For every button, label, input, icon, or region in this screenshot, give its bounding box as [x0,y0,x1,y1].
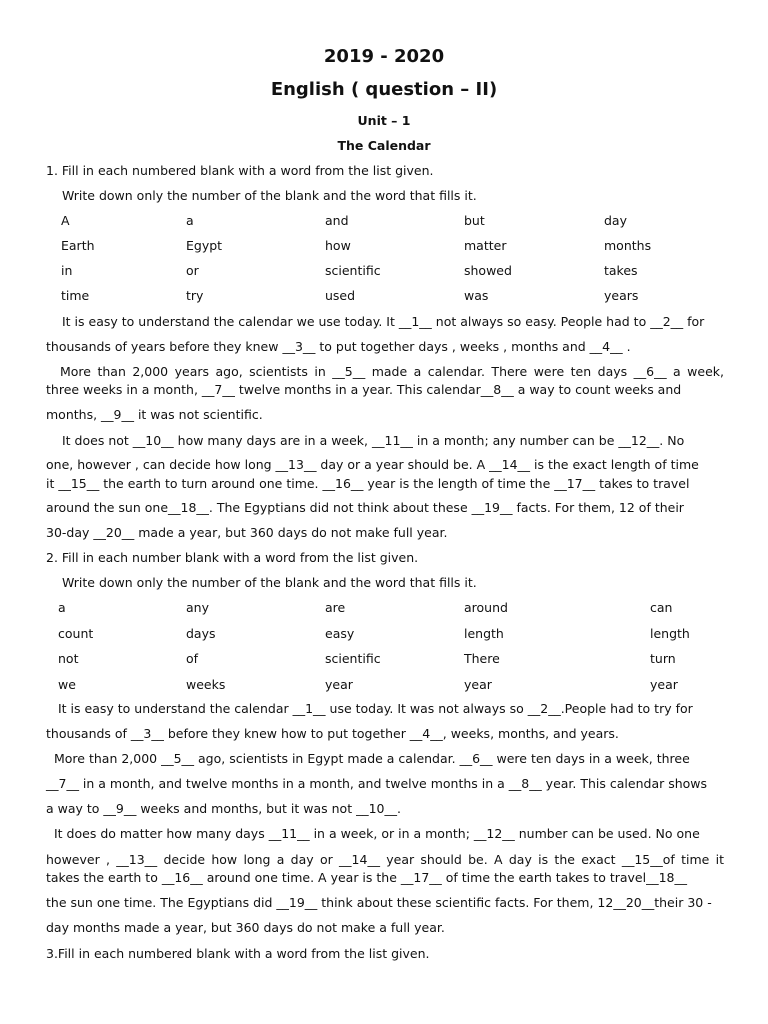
word-cell: we [58,677,76,692]
word-cell: scientific [325,263,381,278]
q1-word-row [0,288,768,304]
word-cell: Egypt [186,238,223,253]
q1-passage-line: 30-day __20__ made a year, but 360 days do not make full year. [46,525,448,540]
year-title: 2019 - 2020 [323,46,445,67]
q2-passage-line: takes the earth to __16__ around one time. A year is the __17__ of time the earth takes to travel__18__ [46,870,687,885]
word-cell: A [61,213,70,228]
word-cell: time [61,288,90,303]
q1-instruction: Write down only the number of the blank and the word that fills it. [62,188,477,203]
word-cell: any [186,600,209,615]
q1-passage-line: three weeks in a month, __7__ twelve months in a year. This calendar__8__ a way to count weeks and [46,382,682,397]
q1-passage-line: It is easy to understand the calendar we use today. It __1__ not always so easy. People had to __2__ for [62,314,705,329]
word-cell: Earth [61,238,95,253]
word-cell: scientific [325,651,381,666]
word-cell: years [604,288,639,303]
q1-passage-line: thousands of years before they knew __3__ to put together days , weeks , months and __4__ . [46,339,631,354]
word-cell: are [325,600,346,615]
word-cell: around [464,600,508,615]
q2-instruction: Write down only the number of the blank and the word that fills it. [62,575,477,590]
q2-word-row [0,600,768,616]
word-cell: try [186,288,204,303]
word-cell: day [604,213,627,228]
q1-passage-line: It does not __10__ how many days are in a week, __11__ in a month; any number can be __12__. No [62,433,685,448]
word-cell: how [325,238,351,253]
q2-heading: 2. Fill in each number blank with a word from the list given. [46,550,419,565]
q1-heading: 1. Fill in each numbered blank with a word from the list given. [46,163,434,178]
unit-title: Unit – 1 [357,113,411,128]
word-cell: but [464,213,485,228]
word-cell: year [650,677,678,692]
q2-passage-line: day months made a year, but 360 days do not make a full year. [46,920,445,935]
word-cell: showed [464,263,512,278]
word-cell: a [58,600,66,615]
q2-passage-line: however , __13__ decide how long a day or __14__ year should be. A day is the exact __15__of time it [46,852,724,867]
word-cell: easy [325,626,355,641]
q2-passage-line: More than 2,000 __5__ ago, scientists in Egypt made a calendar. __6__ were ten days in a week, three [54,751,690,766]
word-cell: count [58,626,94,641]
word-cell: was [464,288,489,303]
q1-passage-line: around the sun one__18__. The Egyptians did not think about these __19__ facts. For them, 12 of their [46,500,684,515]
q2-passage-line: a way to __9__ weeks and months, but it was not __10__. [46,801,401,816]
word-cell: There [464,651,500,666]
q2-passage-line: It is easy to understand the calendar __1__ use today. It was not always so __2__.People had to try for [58,701,693,716]
word-cell: year [325,677,353,692]
q1-passage-line: More than 2,000 years ago, scientists in __5__ made a calendar. There were ten days __6__ a week, [60,364,724,379]
q2-word-row [0,677,768,693]
word-cell: turn [650,651,676,666]
q2-passage-line: It does do matter how many days __11__ in a week, or in a month; __12__ number can be used. No one [54,826,700,841]
q2-word-row [0,626,768,642]
word-cell: not [58,651,79,666]
q2-passage-line: the sun one time. The Egyptians did __19__ think about these scientific facts. For them, 12__20__their 30 - [46,895,712,910]
word-cell: a [186,213,194,228]
q2-word-row [0,651,768,667]
q2-passage-line: __7__ in a month, and twelve months in a month, and twelve months in a __8__ year. This calendar shows [46,776,708,791]
q2-passage-line: thousands of __3__ before they knew how to put together __4__, weeks, months, and years. [46,726,619,741]
word-cell: length [464,626,504,641]
q1-passage-line: it __15__ the earth to turn around one time. __16__ year is the length of time the __17__ takes to travel [46,476,690,491]
word-cell: can [650,600,673,615]
word-cell: months [604,238,652,253]
q1-passage-line: one, however , can decide how long __13__ day or a year should be. A __14__ is the exact length of time [46,457,699,472]
q1-word-row [0,263,768,279]
word-cell: used [325,288,356,303]
word-cell: year [464,677,492,692]
subject-title: English ( question – II) [270,79,498,100]
q1-word-row [0,238,768,254]
word-cell: matter [464,238,507,253]
word-cell: length [650,626,690,641]
q1-passage-line: months, __9__ it was not scientific. [46,407,263,422]
word-cell: or [186,263,199,278]
q3-heading: 3.Fill in each numbered blank with a word from the list given. [46,946,430,961]
lesson-title: The Calendar [337,138,431,153]
word-cell: in [61,263,73,278]
word-cell: takes [604,263,638,278]
word-cell: of [186,651,199,666]
q1-word-row [0,213,768,229]
word-cell: days [186,626,216,641]
word-cell: and [325,213,349,228]
word-cell: weeks [186,677,226,692]
